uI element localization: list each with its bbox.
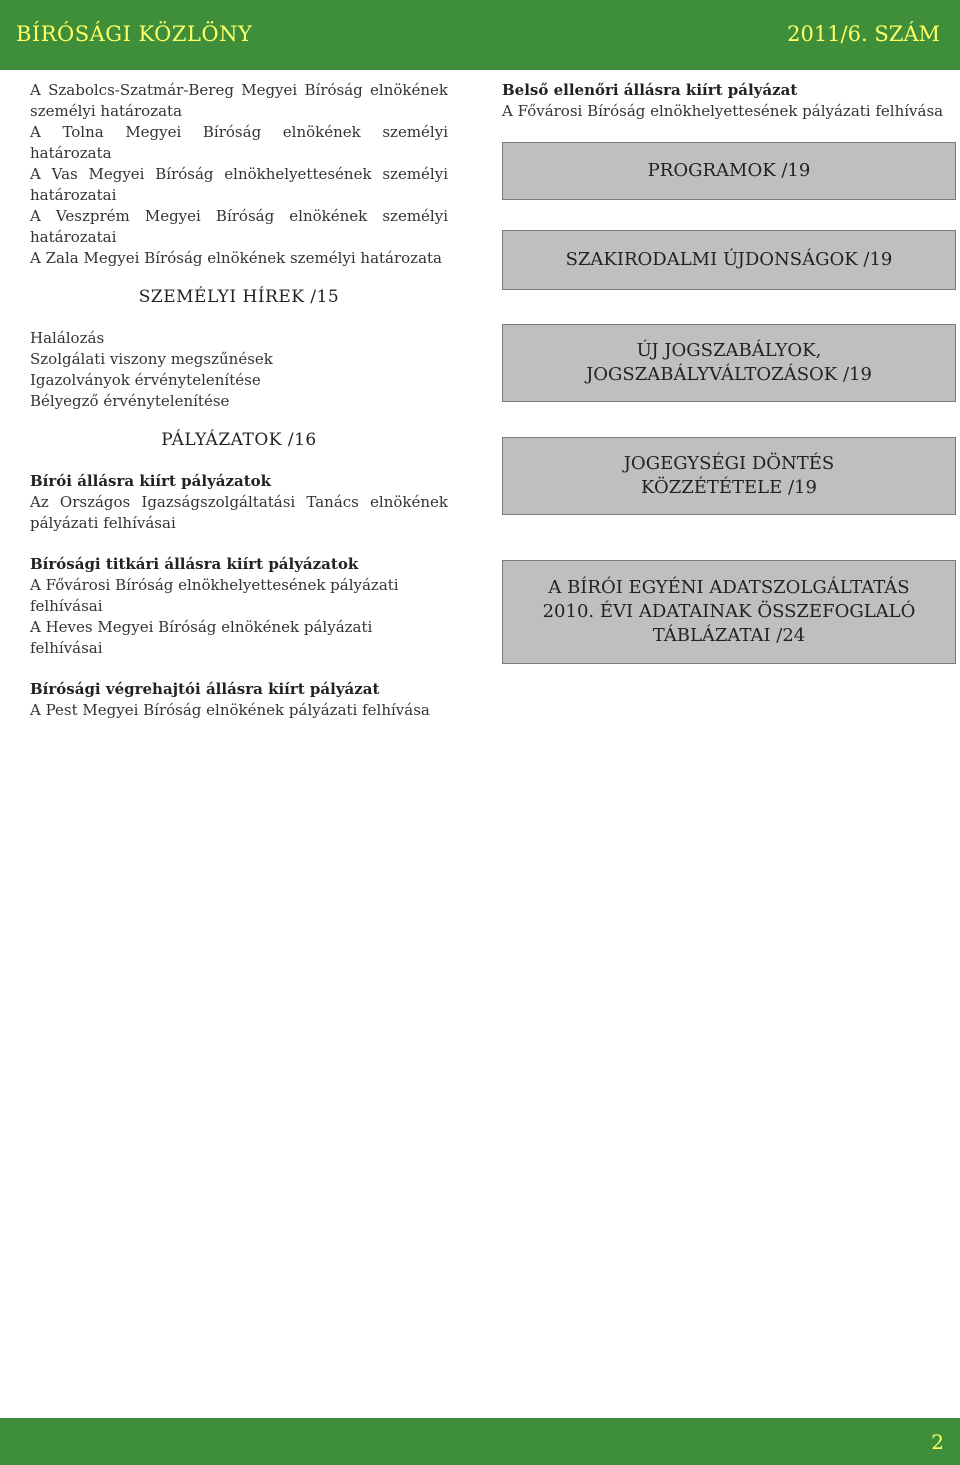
intro-item: A Tolna Megyei Bíróság elnökének személyi határozata bbox=[30, 123, 448, 162]
page-number: 2 bbox=[931, 1430, 944, 1454]
internal-audit-item: A Fővárosi Bíróság elnökhelyettesének pályázati felhívása bbox=[502, 102, 944, 120]
issue-word: SZÁM bbox=[874, 22, 940, 46]
page-footer bbox=[0, 1418, 960, 1465]
intro-item: A Vas Megyei Bíróság elnökhelyettesének személyi határozatai bbox=[30, 165, 448, 204]
issue-label bbox=[787, 22, 940, 46]
tender-group-heading: Bírósági titkári állásra kiírt pályázatok bbox=[30, 555, 359, 573]
personal-news-item: Halálozás bbox=[30, 329, 105, 347]
tender-item: Az Országos Igazságszolgáltatási Tanács elnökének pályázati felhívásai bbox=[30, 493, 448, 532]
box-line: PROGRAMOK /19 bbox=[647, 160, 811, 181]
section-box-literature bbox=[502, 230, 956, 290]
box-line: ÚJ JOGSZABÁLYOK, bbox=[636, 340, 822, 361]
box-line: TÁBLÁZATAI /24 bbox=[652, 625, 806, 646]
section-box-uniformity-decision bbox=[502, 437, 956, 515]
tender-item: A Fővárosi Bíróság elnökhelyettesének pályázati felhívásai bbox=[30, 576, 399, 615]
personal-news-item: Szolgálati viszony megszűnések bbox=[30, 350, 273, 368]
left-column bbox=[30, 80, 448, 721]
page-header bbox=[0, 0, 960, 70]
section-box-programs bbox=[502, 142, 956, 200]
section-box-judicial-data bbox=[502, 560, 956, 664]
publication-title: BÍRÓSÁGI KÖZLÖNY bbox=[16, 22, 253, 46]
intro-item: A Szabolcs-Szatmár-Bereg Megyei Bíróság elnökének személyi határozata bbox=[30, 81, 448, 120]
personal-news-title: SZEMÉLYI HÍREK /15 bbox=[138, 287, 340, 307]
section-box-new-legislation bbox=[502, 324, 956, 402]
intro-item: A Zala Megyei Bíróság elnökének személyi határozata bbox=[30, 249, 442, 267]
box-line: JOGEGYSÉGI DÖNTÉS bbox=[623, 453, 835, 474]
personal-news-item: Bélyegző érvénytelenítése bbox=[30, 392, 230, 410]
box-line: JOGSZABÁLYVÁLTOZÁSOK /19 bbox=[586, 364, 872, 385]
internal-audit-heading: Belső ellenőri állásra kiírt pályázat bbox=[502, 81, 798, 99]
right-column bbox=[502, 80, 960, 122]
intro-item: A Veszprém Megyei Bíróság elnökének személyi határozatai bbox=[30, 207, 448, 246]
box-line: A BÍRÓI EGYÉNI ADATSZOLGÁLTATÁS bbox=[548, 577, 910, 598]
box-line: KÖZZÉTÉTELE /19 bbox=[641, 477, 817, 498]
tender-item: A Heves Megyei Bíróság elnökének pályázati felhívásai bbox=[30, 618, 373, 657]
issue-number: 2011/6. bbox=[787, 22, 868, 46]
tender-group-heading: Bírósági végrehajtói állásra kiírt pályázat bbox=[30, 680, 380, 698]
tender-group-heading: Bírói állásra kiírt pályázatok bbox=[30, 472, 272, 490]
personal-news-item: Igazolványok érvénytelenítése bbox=[30, 371, 261, 389]
box-line: SZAKIRODALMI ÚJDONSÁGOK /19 bbox=[565, 249, 893, 270]
tender-item: A Pest Megyei Bíróság elnökének pályázati felhívása bbox=[30, 701, 430, 719]
tenders-title: PÁLYÁZATOK /16 bbox=[161, 430, 317, 450]
box-line: 2010. ÉVI ADATAINAK ÖSSZEFOGLALÓ bbox=[542, 601, 916, 622]
